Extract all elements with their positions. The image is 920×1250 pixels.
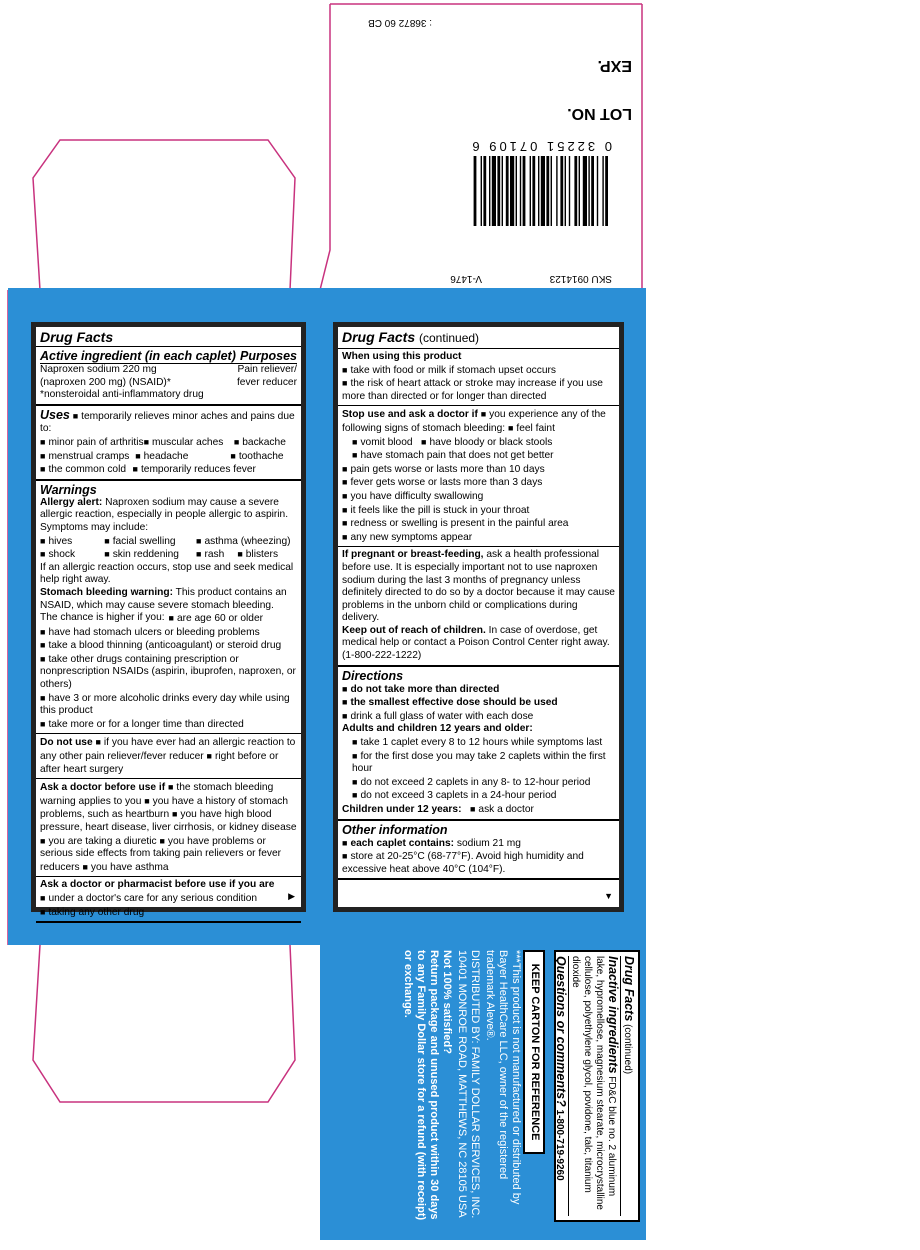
stomach-item: ■ take a blood thinning (anticoagulant) or steroid drug <box>40 639 297 653</box>
uses-heading: Uses <box>40 407 70 422</box>
purpose-line: Pain reliever/ <box>237 364 297 375</box>
purposes-heading: Purposes <box>240 349 297 363</box>
stomach-item: ■ take more or for a longer time than directed <box>40 718 297 732</box>
adult-item: ■ do not exceed 3 caplets in a 24-hour period <box>342 789 615 803</box>
pregnant-text: ask a health professional before use. It is especially important not to use naproxen sodium during the last 3 months of pregnancy unless definitely directed to do so by a doctor because it may cause problems in the unborn child or complications during delivery. <box>342 549 615 624</box>
stop-sign: ■ vomit blood <box>352 437 413 448</box>
return-text: Return package and unused product within 30 days to any Family Dollar store for a refund (with receipt) or exchange. <box>402 950 440 1221</box>
children-text: ■ ask a doctor <box>470 804 534 815</box>
ask-doctor-item: ■ you have a history of stomach problems, such as heartburn <box>40 796 288 821</box>
stomach-item: ■ take other drugs containing prescription or nonprescription NSAIDs (aspirin, ibuprofen, naproxen, or others) <box>40 653 297 692</box>
stomach-item: ■ have had stomach ulcers or bleeding problems <box>40 626 297 640</box>
ask-doctor-label: Ask a doctor before use if <box>40 782 166 794</box>
use-item: ■ headache <box>135 450 230 464</box>
bottom-flap <box>402 950 920 1250</box>
use-item: ■ muscular aches <box>144 436 234 450</box>
purpose-line: fever reducer <box>236 376 297 388</box>
ask-doctor-item: ■ you have high blood pressure, heart disease, liver cirrhosis, or kidney disease <box>40 809 297 833</box>
inactive-ingredients-box <box>554 950 640 1222</box>
barcode <box>412 154 612 226</box>
disclaimer-text: ***This product is not manufactured or distributed by Bayer HealthCare LLC, owner of the registered trademark Aleve®. <box>484 950 522 1205</box>
keep-out-label: Keep out of reach of children. <box>342 624 486 636</box>
when-using-item: ■ the risk of heart attack or stroke may increase if you use more than directed or for longer than directed <box>342 377 615 403</box>
stop-use-text: ■ you experience any of the following signs of stomach bleeding: <box>342 409 606 434</box>
symptom-item: ■ blisters <box>237 548 297 562</box>
drug-facts-title: Drug Facts <box>40 329 114 345</box>
storage-text: ■ store at 20-25°C (68-77°F). Avoid high humidity and excessive heat above 40°C (104°F). <box>342 850 615 876</box>
satisfied-text: Not 100% satisfied? <box>441 950 453 1054</box>
questions-phone: 1-800-719-9260 <box>554 1109 565 1181</box>
drug-facts-panel-right <box>333 322 624 912</box>
keep-carton-label: KEEP CARTON FOR REFERENCE <box>529 963 541 1141</box>
adult-item: ■ do not exceed 2 caplets in any 8- to 12-hour period <box>342 776 615 790</box>
when-using-item: ■ take with food or milk if stomach upset occurs <box>342 364 615 378</box>
allergy-text: Naproxen sodium may cause a severe allergic reaction, especially in people allergic to aspirin. Symptoms may include: <box>40 496 289 533</box>
drug-facts-title: Drug Facts <box>342 329 416 345</box>
stop-item: ■ any new symptoms appear <box>342 531 615 545</box>
symptom-item: ■ rash <box>196 548 237 562</box>
stop-item: ■ you have difficulty swallowing <box>342 490 615 504</box>
continue-arrow-icon: ▼ <box>604 891 613 902</box>
stop-sign: ■ have stomach pain that does not get better <box>342 449 615 463</box>
allergy-after: If an allergic reaction occurs, stop use and seek medical help right away. <box>40 561 294 586</box>
inactive-label: Inactive ingredients <box>606 956 620 1074</box>
stop-item: ■ redness or swelling is present in the painful area <box>342 517 615 531</box>
uses-intro: ■ temporarily relieves minor aches and pains due to: <box>40 411 295 435</box>
drug-facts-panel-left <box>31 322 306 918</box>
directions-heading: Directions <box>342 668 404 683</box>
top-flap <box>330 4 642 290</box>
barcode-number: 0 32251 07109 6 <box>469 139 612 154</box>
stomach-age: ■ are age 60 or older <box>169 612 298 626</box>
do-not-use-label: Do not use <box>40 737 93 749</box>
nsaid-note: *nonsteroidal anti-inflammatory drug <box>40 389 204 401</box>
use-item: ■ the common cold <box>40 463 133 477</box>
sodium-value: sodium 21 mg <box>456 837 521 849</box>
stomach-chance: The chance is higher if you: <box>40 612 165 624</box>
adult-item: ■ take 1 caplet every 8 to 12 hours while symptoms last <box>342 736 615 750</box>
continue-arrow-icon: ▶ <box>288 891 295 902</box>
ask-pharmacist-item: ■ under a doctor's care for any serious condition <box>40 892 297 906</box>
questions-label: Questions or comments? <box>554 956 568 1107</box>
active-ingredient-heading: Active ingredient (in each caplet) <box>40 349 236 363</box>
adult-item: ■ for the first dose you may take 2 caplets within the first hour <box>342 750 615 776</box>
distributor-text: DISTRIBUTED BY: FAMILY DOLLAR SERVICES, INC. 10401 MONROE ROAD, MATTHEWS, NC 28105 USA <box>456 950 481 1219</box>
symptom-item: ■ facial swelling <box>104 535 196 549</box>
stop-item: ■ it feels like the pill is stuck in your throat <box>342 504 615 518</box>
drug-facts-title: Drug Facts <box>622 956 636 1022</box>
stomach-text: This product contains an NSAID, which may cause severe stomach bleeding. <box>40 586 287 611</box>
exp-label: EXP. <box>597 57 632 74</box>
do-not-use-text: ■ if you have ever had an allergic reaction to any other pain reliever/fever reducer <box>40 737 295 762</box>
ask-doctor-item: ■ you have problems or serious side effects from taking pain relievers or fever reducers <box>40 836 281 873</box>
direction-item: ■ do not take more than directed <box>342 683 615 697</box>
ask-doctor-item: ■ you have asthma <box>82 862 168 873</box>
stop-item: ■ pain gets worse or lasts more than 10 days <box>342 463 615 477</box>
use-item: ■ toothache <box>230 450 297 464</box>
adults-label: Adults and children 12 years and older: <box>342 723 533 735</box>
ask-pharmacist-label: Ask a doctor or pharmacist before use if you are <box>40 879 275 891</box>
do-not-use-text: ■ right before or after heart surgery <box>40 751 278 775</box>
stop-item: ■ fever gets worse or lasts more than 3 days <box>342 476 615 490</box>
keep-out-text: In case of overdose, get medical help or contact a Poison Control Center right away. (1-800-222-1222) <box>342 624 610 662</box>
ask-pharmacist-item: ■ taking any other drug <box>40 906 297 920</box>
active-line: (naproxen 200 mg) (NSAID)* <box>40 376 171 388</box>
lot-label: LOT NO. <box>567 105 632 122</box>
direction-item: ■ the smallest effective dose should be used <box>342 696 615 710</box>
ask-doctor-text: ■ the stomach bleeding warning applies to you <box>40 782 273 807</box>
when-using-heading: When using this product <box>342 351 462 362</box>
direction-item: ■ drink a full glass of water with each dose <box>342 710 615 724</box>
warnings-heading: Warnings <box>40 482 97 497</box>
disclaimer-block <box>401 950 522 1222</box>
sodium-label: each caplet contains: <box>350 837 455 849</box>
stop-use-label: Stop use and ask a doctor if <box>342 409 478 421</box>
symptom-item: ■ hives <box>40 535 104 549</box>
ask-doctor-item: ■ you are taking a diuretic <box>40 836 157 847</box>
symptom-item: ■ skin reddening <box>104 548 196 562</box>
stomach-label: Stomach bleeding warning: <box>40 586 174 598</box>
pregnant-label: If pregnant or breast-feeding, <box>342 549 484 561</box>
symptom-item: ■ asthma (wheezing) <box>196 535 297 549</box>
continued-label: (continued) <box>419 331 480 345</box>
version-label: V-1476 <box>450 273 482 284</box>
other-info-heading: Other information <box>342 822 448 837</box>
use-item: ■ menstrual cramps <box>40 450 135 464</box>
active-line: Naproxen sodium 220 mg <box>40 364 157 375</box>
inactive-text: FD&C blue no. 2 aluminum lake, hypromellose, magnesium stearate, microcrystalline cellulose, polyethylene glycol, povidone, talc, titanium dioxide <box>570 956 617 1210</box>
use-item: ■ temporarily reduces fever <box>133 463 297 477</box>
use-item: ■ minor pain of arthritis <box>40 436 144 450</box>
lot-code: : 36872 60 CB <box>368 17 432 28</box>
stop-sign: ■ feel faint <box>508 423 555 434</box>
continued-label: (continued) <box>622 1024 633 1075</box>
keep-carton-box <box>523 950 545 1154</box>
symptom-item: ■ shock <box>40 548 104 562</box>
children-label: Children under 12 years: <box>342 804 462 815</box>
stomach-item: ■ have 3 or more alcoholic drinks every day while using this product <box>40 692 297 718</box>
stop-sign: ■ have bloody or black stools <box>421 437 552 448</box>
sku-label: SKU 0914123 <box>549 273 612 284</box>
use-item: ■ backache <box>234 436 297 450</box>
allergy-label: Allergy alert: <box>40 496 103 508</box>
